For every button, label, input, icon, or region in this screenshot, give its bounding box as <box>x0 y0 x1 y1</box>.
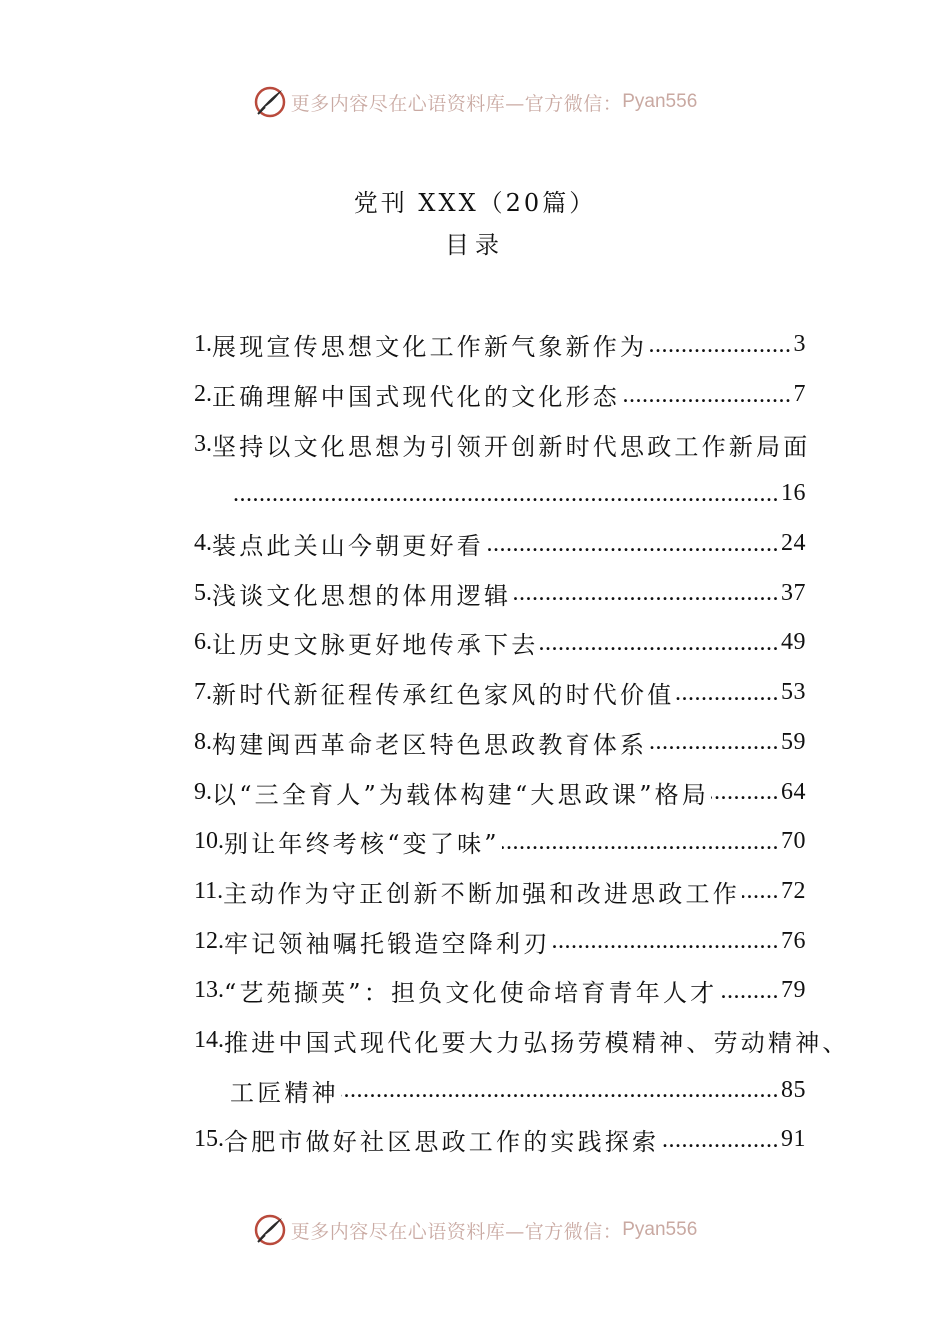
entry-title: 正确理解中国式现代化的文化形态 <box>212 383 620 412</box>
toc-entry[interactable] <box>194 1016 850 1066</box>
dot-leader <box>486 529 779 559</box>
toc-entry[interactable] <box>194 320 806 370</box>
dot-leader <box>661 1125 779 1155</box>
entry-page: 72 <box>781 877 806 904</box>
entry-title: 推进中国式现代化要大力弘扬劳模精神、劳动精神、 <box>224 1028 850 1057</box>
dot-leader <box>676 678 779 708</box>
toc-heading: 目录 <box>445 231 505 259</box>
entry-number: 5. <box>194 579 212 606</box>
quill-logo-icon <box>253 1213 287 1247</box>
dot-leader <box>341 1075 779 1105</box>
entry-title-continued: 工匠精神 <box>230 1078 339 1107</box>
watermark-wechat-id: Pyan556 <box>622 1219 698 1240</box>
entry-page: 91 <box>781 1126 806 1153</box>
entry-page: 24 <box>781 530 806 557</box>
toc-entry[interactable] <box>194 519 806 569</box>
toc-entry[interactable] <box>194 419 811 469</box>
entry-title: 坚持以文化思想为引领开创新时代思政工作新局面 <box>212 432 811 461</box>
entry-page: 49 <box>781 629 806 656</box>
entry-page: 7 <box>793 381 806 408</box>
entry-title: 新时代新征程传承红色家风的时代价值 <box>212 681 675 710</box>
entry-number: 10. <box>194 828 224 855</box>
entry-number: 2. <box>194 381 212 408</box>
watermark-banner-bottom <box>0 1210 950 1250</box>
toc-entry[interactable] <box>194 966 806 1016</box>
entry-title: 构建闽西革命老区特色思政教育体系 <box>212 730 648 759</box>
entry-number: 3. <box>194 430 212 457</box>
entry-page: 3 <box>793 331 806 358</box>
watermark-text: 更多内容尽在心语资料库—官方微信： <box>290 92 623 115</box>
toc-entry[interactable] <box>194 1115 806 1165</box>
dot-leader <box>742 876 779 906</box>
entry-title: 别让年终考核“变了味” <box>224 830 500 859</box>
entry-title: “艺苑撷英”：担负文化使命培育青年人才 <box>224 979 718 1008</box>
entry-title: 主动作为守正创新不断加强和改进思政工作 <box>223 879 740 908</box>
toc-entry[interactable] <box>194 718 806 768</box>
dot-leader <box>649 727 779 757</box>
entry-page: 79 <box>781 977 806 1004</box>
entry-number: 12. <box>194 927 224 954</box>
toc-entry[interactable] <box>194 370 806 420</box>
dot-leader <box>552 926 779 956</box>
toc-entry[interactable] <box>194 916 806 966</box>
entry-title: 以“三全育人”为载体构建“大思政课”格局 <box>212 780 710 809</box>
toc-entry[interactable] <box>194 817 806 867</box>
entry-number: 8. <box>194 728 212 755</box>
entry-number: 7. <box>194 679 212 706</box>
entry-number: 11. <box>194 877 224 904</box>
entry-title: 展现宣传思想文化工作新气象新作为 <box>212 333 648 362</box>
entry-page: 85 <box>781 1076 806 1103</box>
dot-leader <box>513 578 779 608</box>
document-title: 党刊 XXX（20篇） <box>353 189 597 217</box>
entry-page: 70 <box>781 828 806 855</box>
entry-title: 让历史文脉更好地传承下去 <box>212 631 539 660</box>
toc-entry-continuation[interactable] <box>194 1065 806 1115</box>
entry-page: 76 <box>781 927 806 954</box>
entry-page: 37 <box>781 579 806 606</box>
watermark-wechat-id: Pyan556 <box>622 91 698 112</box>
watermark-text: 更多内容尽在心语资料库—官方微信： <box>290 1220 623 1243</box>
dot-leader <box>649 330 791 360</box>
entry-page: 64 <box>781 778 806 805</box>
toc-entry[interactable] <box>194 767 806 817</box>
dot-leader <box>719 976 779 1006</box>
quill-logo-icon <box>253 85 287 119</box>
entry-page: 53 <box>781 679 806 706</box>
entry-number: 1. <box>194 331 212 358</box>
dot-leader <box>540 628 779 658</box>
entry-number: 6. <box>194 629 212 656</box>
toc-entry[interactable] <box>194 867 806 917</box>
entry-number: 14. <box>194 1026 224 1053</box>
entry-title: 浅谈文化思想的体用逻辑 <box>212 581 512 610</box>
dot-leader <box>711 777 779 807</box>
entry-title: 装点此关山今朝更好看 <box>212 532 484 561</box>
toc-entry[interactable] <box>194 618 806 668</box>
entry-number: 9. <box>194 778 212 805</box>
entry-page: 59 <box>781 728 806 755</box>
entry-title: 合肥市做好社区思政工作的实践探索 <box>224 1128 660 1157</box>
entry-title: 牢记领袖嘱托锻造空降利刃 <box>224 929 551 958</box>
dot-leader <box>622 380 792 410</box>
dot-leader <box>502 827 779 857</box>
entry-number: 15. <box>194 1126 224 1153</box>
toc-entry[interactable] <box>194 568 806 618</box>
entry-number: 13. <box>194 977 224 1004</box>
watermark-banner-top <box>0 82 950 122</box>
toc-entry-continuation[interactable] <box>194 469 806 519</box>
entry-page: 16 <box>781 480 806 507</box>
table-of-contents <box>194 320 850 1165</box>
entry-number: 4. <box>194 530 212 557</box>
toc-entry[interactable] <box>194 668 806 718</box>
dot-leader <box>232 479 779 509</box>
